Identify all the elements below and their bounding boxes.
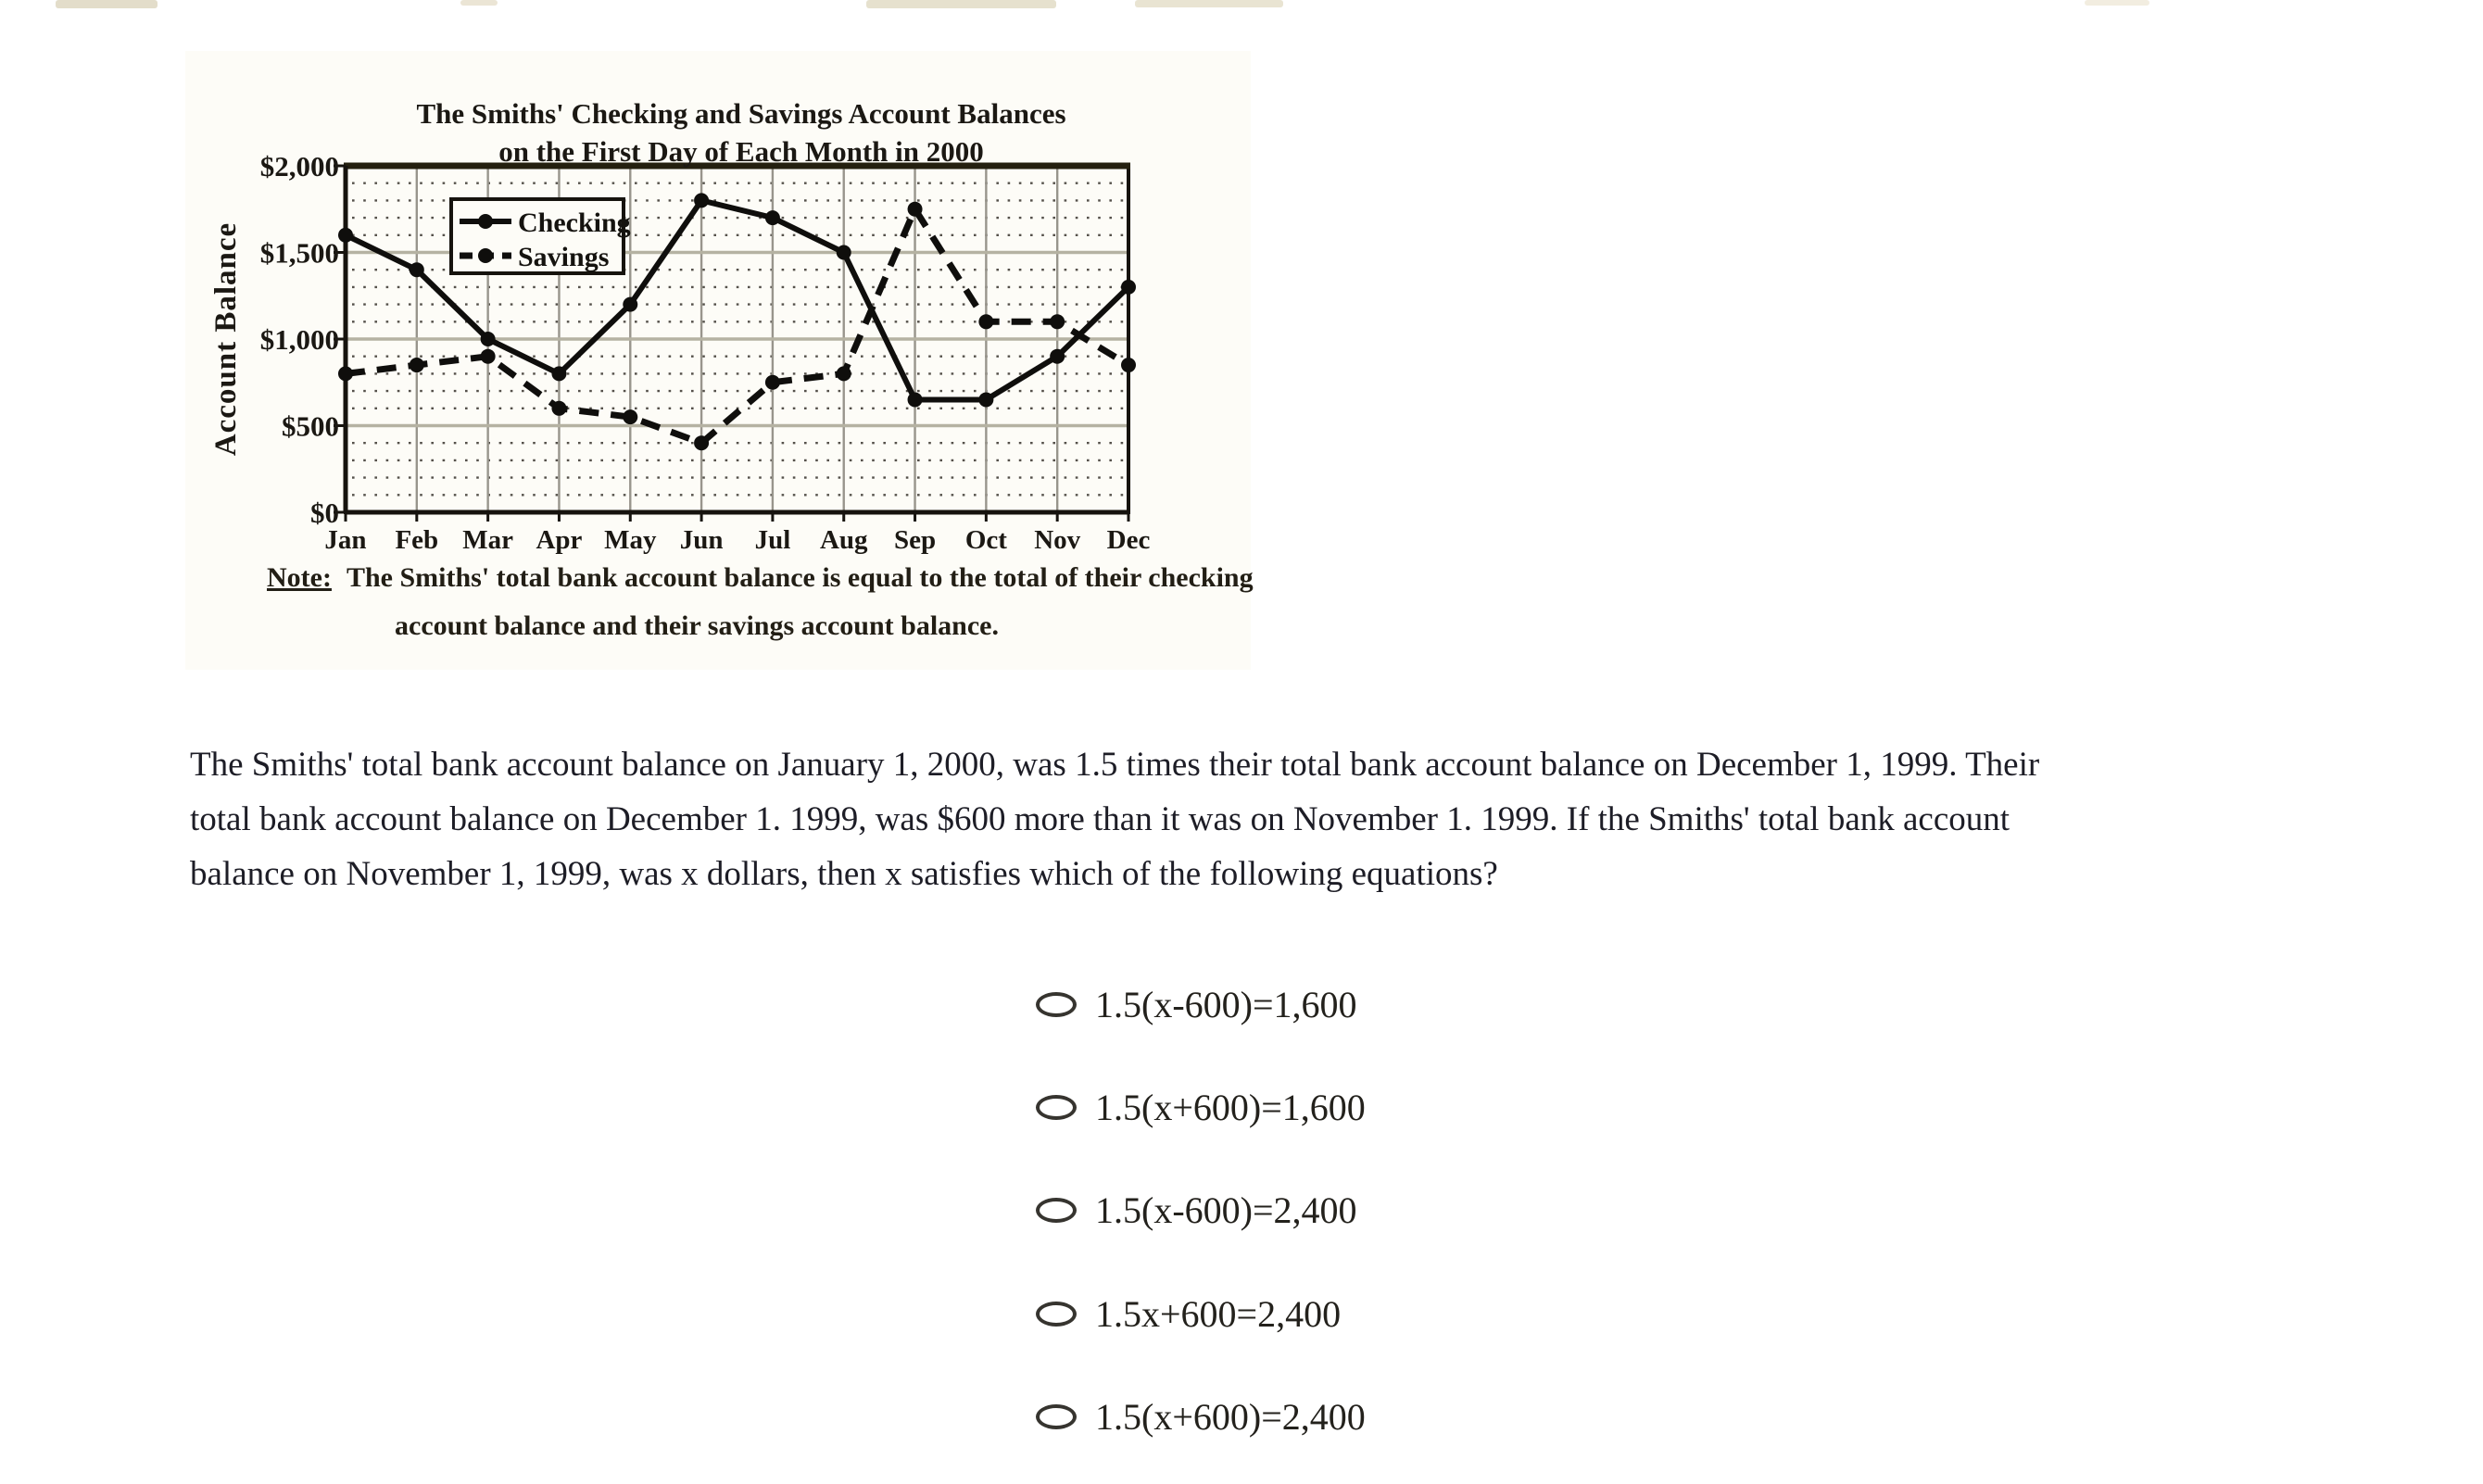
scan-smudge — [2085, 0, 2149, 6]
scan-smudge — [1135, 0, 1283, 7]
legend-checking-marker — [478, 214, 493, 229]
savings-marker — [694, 435, 709, 450]
savings-marker — [338, 366, 353, 381]
checking-marker — [481, 332, 496, 346]
answer-option-2[interactable] — [1036, 1086, 1366, 1128]
radio-button-icon[interactable] — [1036, 1404, 1077, 1429]
month-tick-label: Mar — [462, 525, 514, 555]
checking-marker — [1050, 349, 1065, 364]
note-label: Note: — [267, 562, 332, 593]
question-line-1: The Smiths' total bank account balance on January 1, 2000, was 1.5 times their total bank account balance on December 1, 1999. Their — [190, 746, 2040, 784]
checking-marker — [837, 245, 851, 260]
checking-marker — [338, 228, 353, 243]
radio-button-icon[interactable] — [1036, 1095, 1077, 1120]
month-tick-label: Feb — [395, 525, 439, 555]
y-tick-label: $2,000 — [259, 150, 339, 182]
radio-button-icon[interactable] — [1036, 1198, 1077, 1223]
y-tick-label: $1,500 — [259, 236, 339, 270]
checking-marker — [623, 297, 637, 312]
checking-marker — [978, 392, 993, 407]
y-tick-label: $500 — [282, 409, 339, 443]
scan-smudge — [56, 0, 158, 8]
option-label: 1.5x+600=2,400 — [1095, 1292, 1342, 1335]
month-tick-label: Jun — [679, 525, 724, 555]
chart-note-line-1 — [267, 562, 1254, 594]
month-tick-label: Dec — [1106, 525, 1151, 555]
month-tick-label: Nov — [1034, 525, 1081, 555]
question-line-3: balance on November 1, 1999, was x dollars, then x satisfies which of the following equations? — [190, 855, 1498, 893]
month-tick-label: Aug — [819, 525, 868, 555]
chart-note-line-2 — [395, 610, 999, 642]
option-label: 1.5(x+600)=2,400 — [1095, 1395, 1366, 1438]
answer-option-1[interactable] — [1036, 983, 1357, 1025]
legend-savings-marker — [478, 248, 493, 263]
scan-smudge — [866, 0, 1056, 8]
scan-smudge — [460, 0, 498, 6]
chart-title-line-2: on the First Day of Each Month in 2000 — [498, 135, 984, 168]
y-tick-label: $1,000 — [259, 323, 339, 356]
checking-marker — [551, 366, 566, 381]
checking-marker — [694, 193, 709, 208]
savings-marker — [410, 358, 424, 372]
radio-button-icon[interactable] — [1036, 1302, 1077, 1327]
legend-label-savings: Savings — [518, 242, 610, 272]
y-axis-title: Account Balance — [209, 221, 243, 457]
question-text — [190, 737, 2376, 901]
checking-marker — [765, 210, 780, 225]
legend-label-checking: Checking — [518, 208, 631, 238]
chart-figure — [185, 51, 1254, 670]
savings-marker — [1050, 314, 1065, 329]
option-label: 1.5(x+600)=1,600 — [1095, 1086, 1366, 1128]
month-tick-label: Sep — [893, 525, 937, 555]
answer-option-4[interactable] — [1036, 1292, 1341, 1335]
radio-button-icon[interactable] — [1036, 992, 1077, 1017]
savings-marker — [837, 366, 851, 381]
checking-marker — [1121, 280, 1136, 295]
month-tick-label: Jul — [754, 525, 791, 555]
savings-marker — [623, 409, 637, 424]
answer-option-5[interactable] — [1036, 1395, 1366, 1438]
chart-title-line-1: The Smiths' Checking and Savings Account Balances — [416, 97, 1066, 130]
question-line-2: total bank account balance on December 1. 1999, was $600 more than it was on November 1. 1999. If the Smiths' total bank account — [190, 800, 2010, 838]
note-text-1: The Smiths' total bank account balance is equal to the total of their checking — [346, 562, 1254, 593]
savings-marker — [765, 375, 780, 390]
answer-option-3[interactable] — [1036, 1188, 1357, 1231]
y-tick-label: $0 — [310, 497, 339, 529]
savings-marker — [908, 202, 923, 217]
savings-marker — [551, 401, 566, 416]
savings-marker — [1121, 358, 1136, 372]
month-tick-label: Oct — [964, 525, 1007, 555]
checking-marker — [908, 392, 923, 407]
savings-marker — [978, 314, 993, 329]
note-text-2: account balance and their savings account balance. — [395, 610, 999, 641]
month-tick-label: Apr — [536, 525, 583, 555]
option-label: 1.5(x-600)=2,400 — [1095, 1188, 1357, 1231]
checking-marker — [410, 262, 424, 277]
account-balance-line-chart — [185, 51, 1251, 560]
month-tick-label: May — [604, 525, 657, 555]
option-label: 1.5(x-600)=1,600 — [1095, 983, 1357, 1025]
savings-marker — [481, 349, 496, 364]
month-tick-label: Jan — [324, 525, 367, 555]
